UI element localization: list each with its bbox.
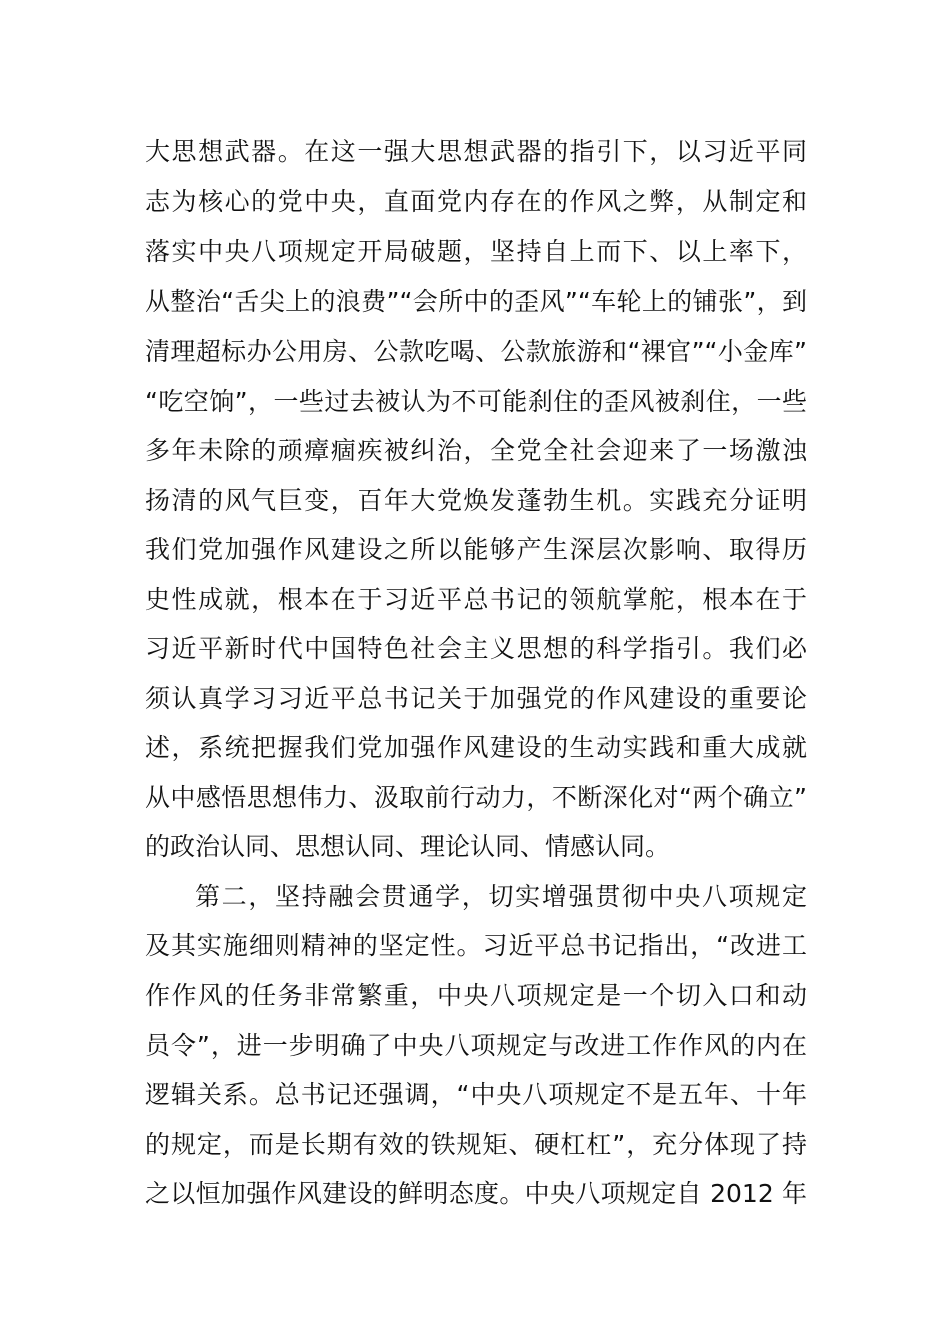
text-line: 述，系统把握我们党加强作风建设的生动实践和重大成就	[145, 733, 807, 762]
text-line: 员令”，进一步明确了中央八项规定与改进工作作风的内在	[145, 1031, 807, 1060]
text-line: 须认真学习习近平总书记关于加强党的作风建设的重要论	[145, 684, 807, 713]
text-line: 习近平新时代中国特色社会主义思想的科学指引。我们必	[145, 634, 807, 663]
text-line: 清理超标办公用房、公款吃喝、公款旅游和“裸官”“小金库”	[145, 337, 807, 366]
text-line: 逻辑关系。总书记还强调，“中央八项规定不是五年、十年	[145, 1080, 807, 1109]
text-line: 及其实施细则精神的坚定性。习近平总书记指出，“改进工	[145, 931, 807, 960]
text-line: 从中感悟思想伟力、汲取前行动力，不断深化对“两个确立”	[145, 783, 807, 812]
text-line: 从整治“舌尖上的浪费”“会所中的歪风”“车轮上的铺张”，到	[145, 287, 807, 316]
paragraph-start-line: 第二，坚持融会贯通学，切实增强贯彻中央八项规定	[195, 882, 807, 911]
text-line: 我们党加强作风建设之所以能够产生深层次影响、取得历	[145, 535, 807, 564]
text-line: 之以恒加强作风建设的鲜明态度。中央八项规定自 2012 年	[145, 1179, 807, 1208]
text-line: 大思想武器。在这一强大思想武器的指引下，以习近平同	[145, 137, 807, 166]
text-line: 的规定，而是长期有效的铁规矩、硬杠杠”，充分体现了持	[145, 1130, 807, 1159]
text-line: 扬清的风气巨变，百年大党焕发蓬勃生机。实践充分证明	[145, 486, 807, 515]
text-line: 作作风的任务非常繁重，中央八项规定是一个切入口和动	[145, 981, 807, 1010]
paragraph-end-line: 的政治认同、思想认同、理论认同、情感认同。	[145, 832, 671, 861]
text-line: 史性成就，根本在于习近平总书记的领航掌舵，根本在于	[145, 585, 807, 614]
text-line: “吃空饷”，一些过去被认为不可能刹住的歪风被刹住，一些	[145, 387, 807, 416]
text-line: 多年未除的顽瘴痼疾被纠治，全党全社会迎来了一场激浊	[145, 436, 807, 465]
text-line: 落实中央八项规定开局破题，坚持自上而下、以上率下，	[145, 237, 807, 266]
text-line: 志为核心的党中央，直面党内存在的作风之弊，从制定和	[145, 187, 807, 216]
